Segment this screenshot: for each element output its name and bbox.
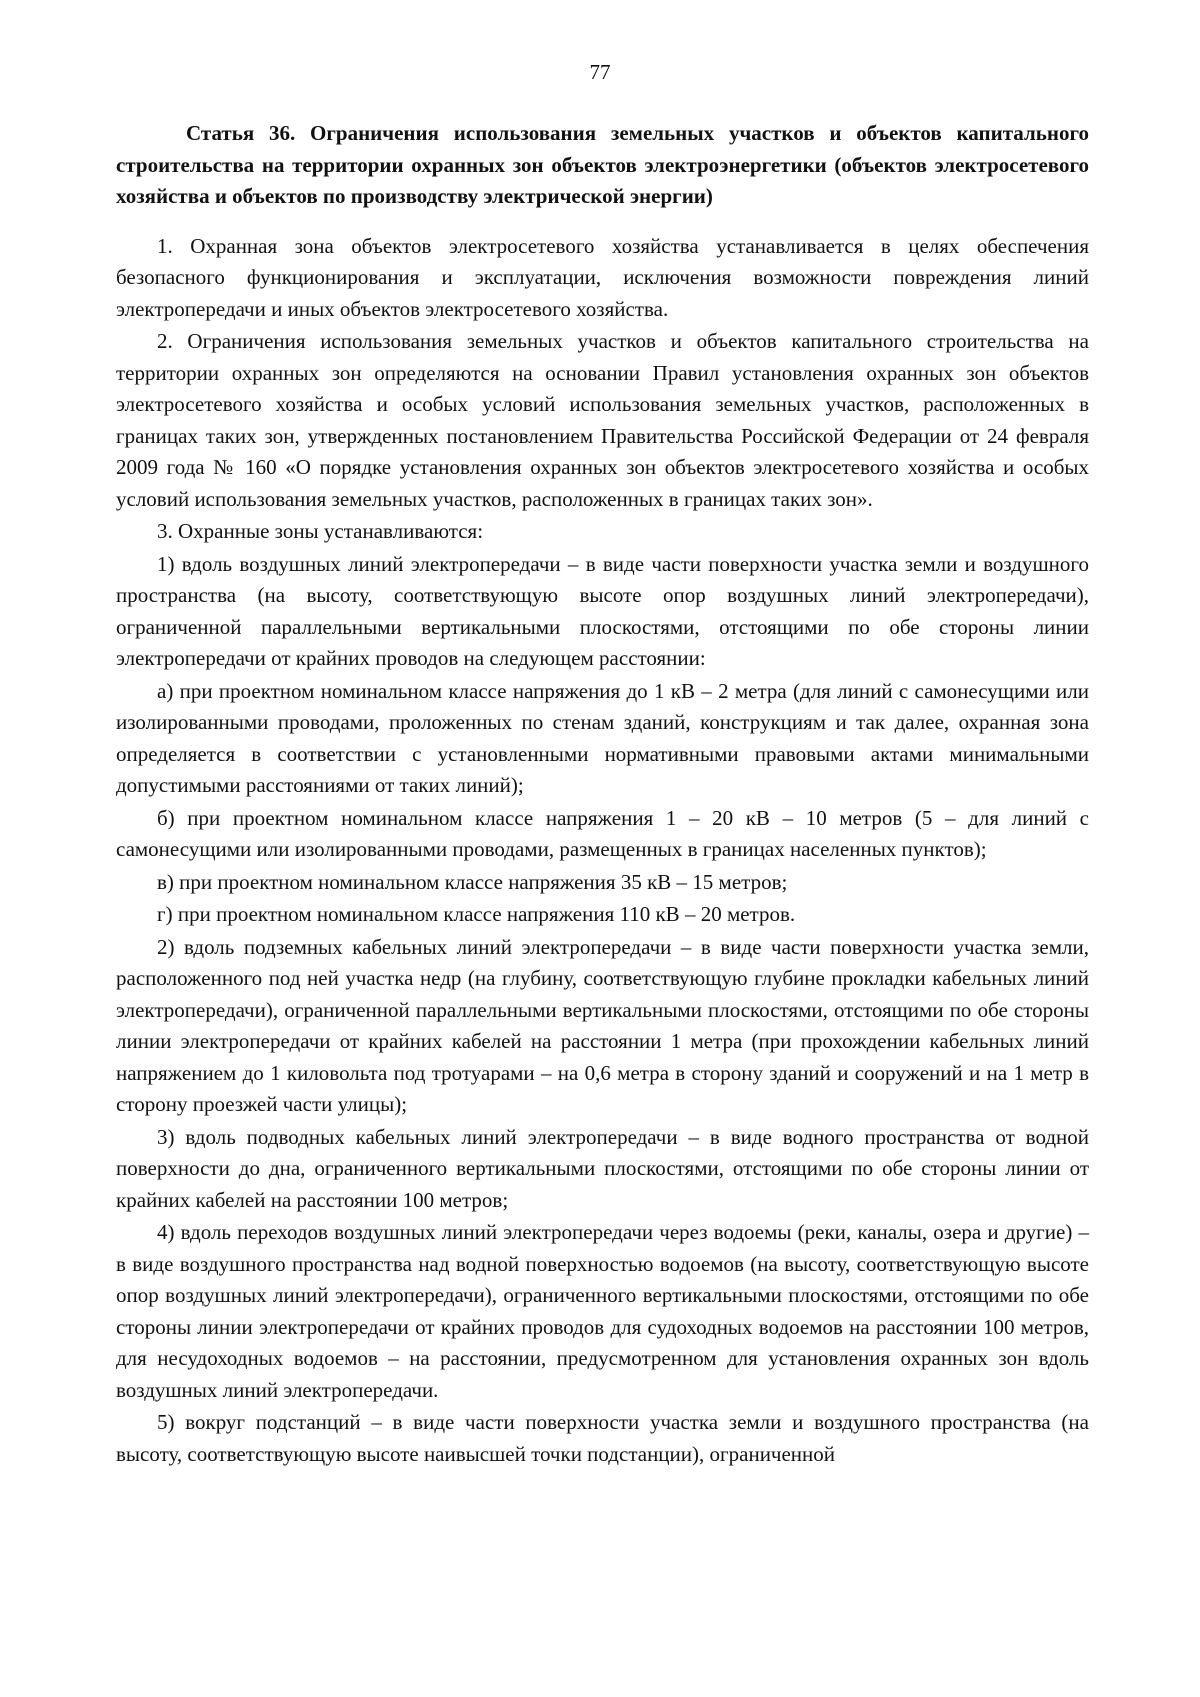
list-item-5: 5) вокруг подстанций – в виде части поверхности участка земли и воздушного пространства (на высоту, соответствующую высоте наивысшей точки подстанции), ограниченной [116, 1410, 1089, 1466]
list-item-1a: а) при проектном номинальном классе напряжения до 1 кВ – 2 метра (для линий с самонесущими или изолированными проводами, проложенных по стенам зданий, конструкциям и так далее, охранная зона определяется в соответствии с установленными нормативными правовыми актами минимальными допустимыми расстояниями от таких линий); [116, 678, 1089, 797]
list-item-3: 3) вдоль подводных кабельных линий электропередачи – в виде водного пространства от водной поверхности до дна, ограниченного вертикальными плоскостями, отстоящими по обе стороны линии от крайних кабелей на расстоянии 100 метров; [116, 1124, 1089, 1212]
page-number: 77 [589, 60, 611, 84]
list-item-1b: б) при проектном номинальном классе напряжения 1 – 20 кВ – 10 метров (5 – для линий с самонесущими или изолированными проводами, размещенных в границах населенных пунктов); [116, 805, 1089, 861]
page-content [116, 118, 1089, 1471]
list-item-1g: г) при проектном номинальном классе напряжения 110 кВ – 20 метров. [157, 902, 796, 926]
list-item-1v: в) при проектном номинальном классе напряжения 35 кВ – 15 метров; [157, 869, 788, 894]
paragraph-1: 1. Охранная зона объектов электросетевого хозяйства устанавливается в целях обеспечения безопасного функционирования и эксплуатации, исключения возможности повреждения линий электропередачи и иных объектов электросетевого хозяйства. [116, 233, 1089, 321]
paragraph-3: 3. Охранные зоны устанавливаются: [157, 519, 484, 543]
paragraph-2: 2. Ограничения использования земельных участков и объектов капитального строительства на территории охранных зон определяются на основании Правил установления охранных зон объектов электросетевого хозяйства и особых условий использования земельных участков, расположенных в границах таких зон, утвержденных постановлением Правительства Российской Федерации от 24 февраля 2009 года № 160 «О порядке установления охранных зон объектов электросетевого хозяйства и особых условий использования земельных участков, расположенных в границах таких зон». [116, 329, 1089, 511]
article-title: Статья 36. Ограничения использования земельных участков и объектов капитального строительства на территории охранных зон объектов электроэнергетики (объектов электросетевого хозяйства и объектов по производству электрической энергии) [116, 121, 1089, 208]
list-item-1: 1) вдоль воздушных линий электропередачи – в виде части поверхности участка земли и воздушного пространства (на высоту, соответствующую высоте опор воздушных линий электропередачи), ограниченной параллельными вертикальными плоскостями, отстоящими по обе стороны линии электропередачи от крайних проводов на следующем расстоянии: [116, 551, 1089, 670]
list-item-2: 2) вдоль подземных кабельных линий электропередачи – в виде части поверхности участка земли, расположенного под ней участка недр (на глубину, соответствующую глубине прокладки кабельных линий электропередачи), ограниченной параллельными вертикальными плоскостями, отстоящими по обе стороны линии электропередачи от крайних кабелей на расстоянии 1 метра (при прохождении кабельных линий напряжением до 1 киловольта под тротуарами – на 0,6 метра в сторону зданий и сооружений и на 1 метр в сторону проезжей части улицы); [116, 934, 1089, 1116]
list-item-4: 4) вдоль переходов воздушных линий электропередачи через водоемы (реки, каналы, озера и другие) – в виде воздушного пространства над водной поверхностью водоемов (на высоту, соответствующую высоте опор воздушных линий электропередачи), ограниченного вертикальными плоскостями, отстоящими по обе стороны линии электропередачи от крайних проводов для судоходных водоемов на расстоянии 100 метров, для несудоходных водоемов – на расстоянии, предусмотренном для установления охранных зон вдоль воздушных линий электропередачи. [116, 1220, 1089, 1402]
